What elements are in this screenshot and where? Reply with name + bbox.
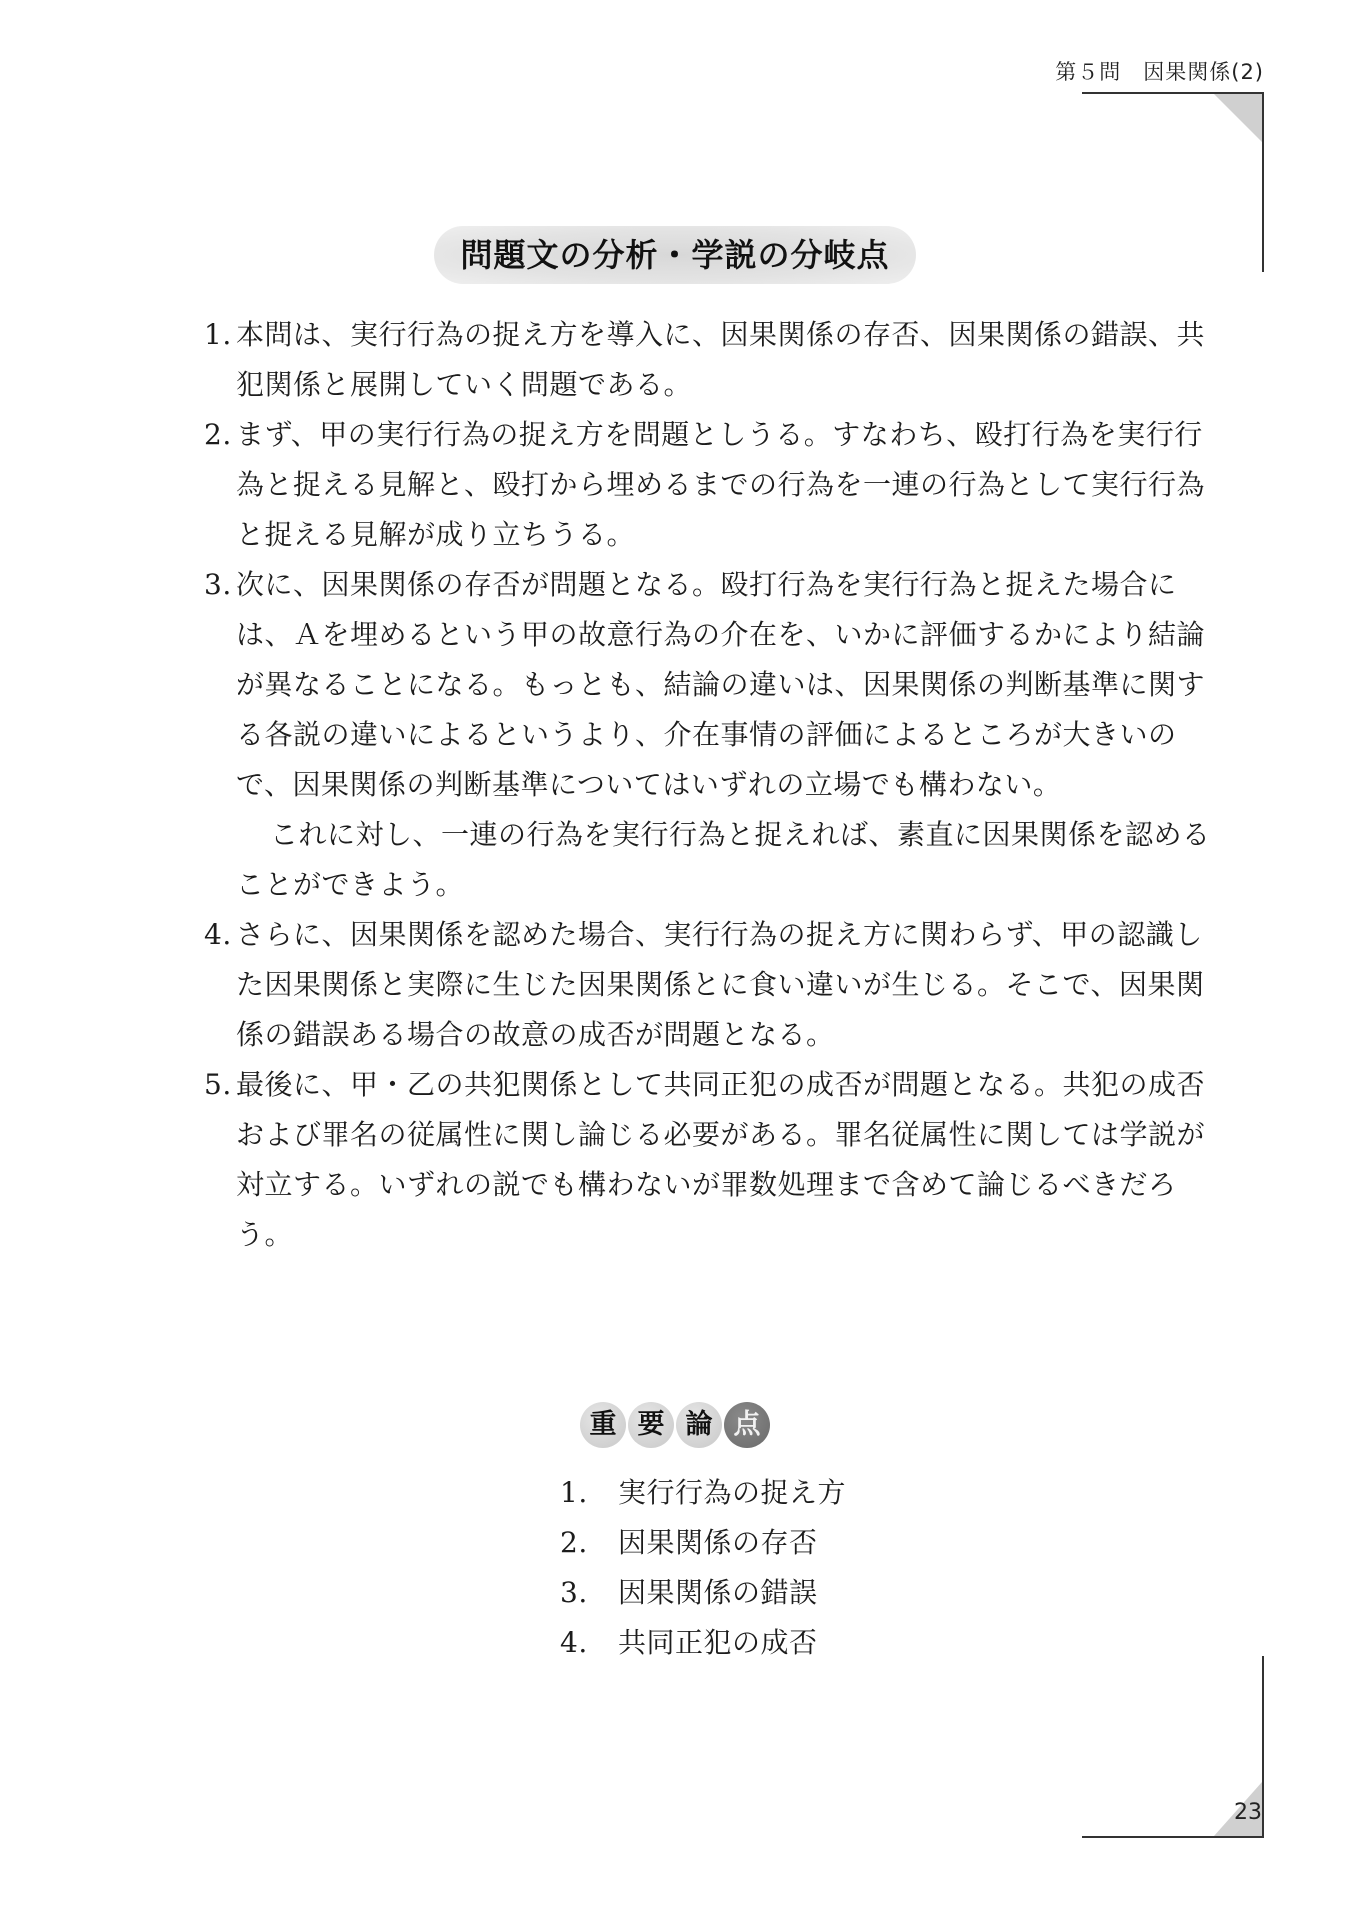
key-points-list xyxy=(560,1468,846,1668)
running-head: 第５問 因果関係(2) xyxy=(1055,60,1264,84)
analysis-item-number: 3. xyxy=(204,568,232,601)
key-heading-char: 要 xyxy=(628,1402,674,1448)
key-point-item xyxy=(560,1468,846,1518)
header-corner-triangle xyxy=(1214,94,1262,142)
analysis-item-number: 5. xyxy=(204,1068,232,1101)
key-point-number: 4. xyxy=(560,1626,588,1659)
analysis-item-text: 最後に、甲・乙の共犯関係として共同正犯の成否が問題となる。共犯の成否および罪名の従属性に関し論じる必要がある。罪名従属性に関しては学説が対立する。いずれの説でも構わないが罪数処理まで含めて論じるべきだろう。 xyxy=(236,1068,1206,1251)
key-point-text: 実行行為の捉え方 xyxy=(618,1476,847,1509)
analysis-item-text: 本問は、実行行為の捉え方を導入に、因果関係の存否、因果関係の錯誤、共犯関係と展開していく問題である。 xyxy=(236,318,1206,401)
footer-rule xyxy=(1082,1836,1264,1838)
key-heading-char: 重 xyxy=(580,1402,626,1448)
key-point-number: 2. xyxy=(560,1526,588,1559)
analysis-item-text: これに対し、一連の行為を実行行為と捉えれば、素直に因果関係を認めることができよう。 xyxy=(236,818,1211,901)
analysis-item-number: 2. xyxy=(204,418,232,451)
page-number: 23 xyxy=(1234,1800,1262,1825)
analysis-item-4 xyxy=(204,910,1224,1060)
analysis-item-5 xyxy=(204,1060,1224,1260)
analysis-heading-wrap xyxy=(0,226,1350,284)
footer-vertical-rule xyxy=(1262,1656,1264,1838)
key-heading-char: 論 xyxy=(676,1402,722,1448)
analysis-item-text: まず、甲の実行行為の捉え方を問題としうる。すなわち、殴打行為を実行行為と捉える見解と、殴打から埋めるまでの行為を一連の行為として実行行為と捉える見解が成り立ちうる。 xyxy=(236,418,1206,551)
analysis-item-number: 4. xyxy=(204,918,232,951)
key-heading-char: 点 xyxy=(724,1402,770,1448)
key-point-text: 共同正犯の成否 xyxy=(618,1626,818,1659)
analysis-item-text: さらに、因果関係を認めた場合、実行行為の捉え方に関わらず、甲の認識した因果関係と実際に生じた因果関係とに食い違いが生じる。そこで、因果関係の錯誤ある場合の故意の成否が問題となる。 xyxy=(236,918,1205,1051)
key-point-item xyxy=(560,1618,846,1668)
key-point-number: 3. xyxy=(560,1576,588,1609)
key-point-item xyxy=(560,1568,846,1618)
key-point-item xyxy=(560,1518,846,1568)
analysis-item-number: 1. xyxy=(204,318,232,351)
key-point-text: 因果関係の錯誤 xyxy=(618,1576,818,1609)
analysis-item-1 xyxy=(204,310,1224,410)
key-point-number: 1. xyxy=(560,1476,588,1509)
analysis-item-2 xyxy=(204,410,1224,560)
analysis-heading: 問題文の分析・学説の分岐点 xyxy=(434,226,915,284)
key-points-heading xyxy=(0,1402,1350,1448)
analysis-body xyxy=(204,310,1224,1260)
analysis-item-text: 次に、因果関係の存否が問題となる。殴打行為を実行行為と捉えた場合には、Ａを埋めるという甲の故意行為の介在を、いかに評価するかにより結論が異なることになる。もっとも、結論の違いは、因果関係の判断基準に関する各説の違いによるというより、介在事情の評価によるところが大きいので、因果関係の判断基準についてはいずれの立場でも構わない。 xyxy=(236,568,1206,801)
analysis-item-3 xyxy=(204,560,1224,910)
key-point-text: 因果関係の存否 xyxy=(618,1526,818,1559)
